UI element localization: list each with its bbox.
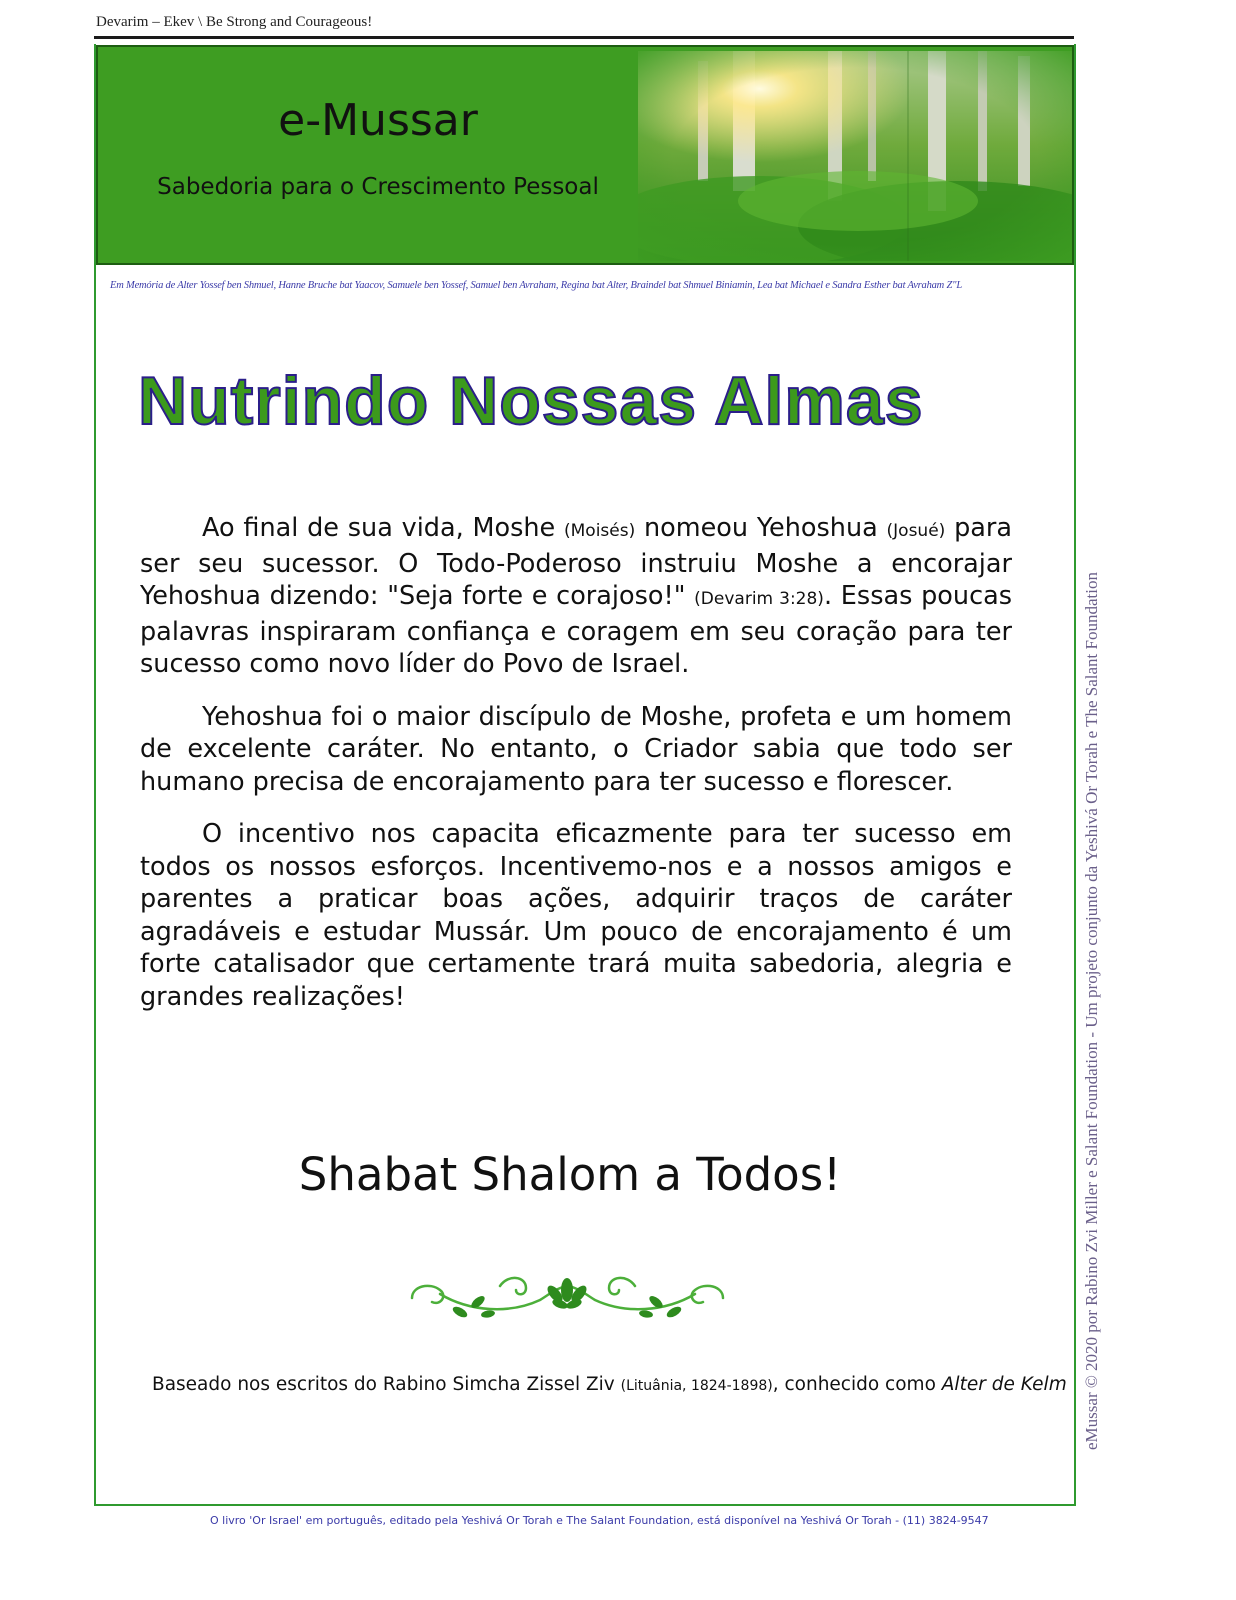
vine-flourish-ornament <box>400 1264 735 1326</box>
credit-text-a: Baseado nos escritos do Rabino Simcha Zissel Ziv <box>152 1374 621 1395</box>
article-body <box>140 512 1012 1033</box>
closing-greeting: Shabat Shalom a Todos! <box>298 1148 842 1201</box>
credit-dates: (Lituânia, 1824-1898) <box>620 1378 773 1394</box>
banner-title: e-Mussar <box>278 95 478 146</box>
running-head: Devarim – Ekev \ Be Strong and Courageous! <box>96 14 373 30</box>
p1-note-citation: (Devarim 3:28) <box>694 589 824 609</box>
p1-text-g: . Essas poucas palavras inspiraram confiança e coragem em seu coração para ter sucesso como novo líder do Povo de Israel. <box>140 581 1012 679</box>
top-rule <box>94 36 1074 39</box>
banner-subtitle: Sabedoria para o Crescimento Pessoal <box>157 174 599 200</box>
paragraph-1 <box>140 512 1012 681</box>
p1-text-a: Ao final de sua vida, Moshe <box>202 513 564 543</box>
paragraph-3: O incentivo nos capacita eficazmente para ter sucesso em todos os nossos esforços. Incentivemo-nos e a nossos amigos e parentes a praticar boas ações, adquirir traços de caráter agradáveis e estudar Mussár. Um pouco de encorajamento é um forte catalisador que certamente trará muita sabedoria, alegria e grandes realizações! <box>140 819 1012 1012</box>
article-headline: Nutrindo Nossas Almas <box>138 363 924 439</box>
p1-note-moises: (Moisés) <box>564 521 636 541</box>
credit-alias: Alter de Kelm <box>941 1374 1067 1395</box>
p1-text-c: nomeou Yehoshua <box>635 513 887 543</box>
forest-sunlight-photo <box>638 51 1072 261</box>
source-credit <box>152 1374 1067 1395</box>
copyright-side-note: eMussar © 2020 por Rabino Zvi Miller e Salant Foundation - Um projeto conjunto da Yeshivá Or Torah e The Salant Foundation <box>1082 572 1101 1450</box>
p1-text-e: para ser seu sucessor. O Todo-Poderoso instruiu Moshe a encorajar Yehoshua dizendo: "Seja forte e corajoso!" <box>140 513 1013 611</box>
banner <box>96 45 1074 265</box>
p1-note-josue: (Josué) <box>886 521 946 541</box>
footer-note: O livro 'Or Israel' em português, editado pela Yeshivá Or Torah e The Salant Foundation, está disponível na Yeshivá Or Torah - (11) 3824-9547 <box>210 1514 989 1527</box>
credit-text-c: , conhecido como <box>772 1374 942 1395</box>
paragraph-2: Yehoshua foi o maior discípulo de Moshe, profeta e um homem de excelente caráter. No entanto, o Criador sabia que todo ser humano precisa de encorajamento para ter sucesso e florescer. <box>140 701 1012 797</box>
memorial-dedication: Em Memória de Alter Yossef ben Shmuel, Hanne Bruche bat Yaacov, Samuele ben Yossef, Samuel ben Avraham, Regina bat Alter, Braindel bat Shmuel Biniamin, Lea bat Michael e Sandra Esther bat Avraham Z"L <box>110 280 962 291</box>
